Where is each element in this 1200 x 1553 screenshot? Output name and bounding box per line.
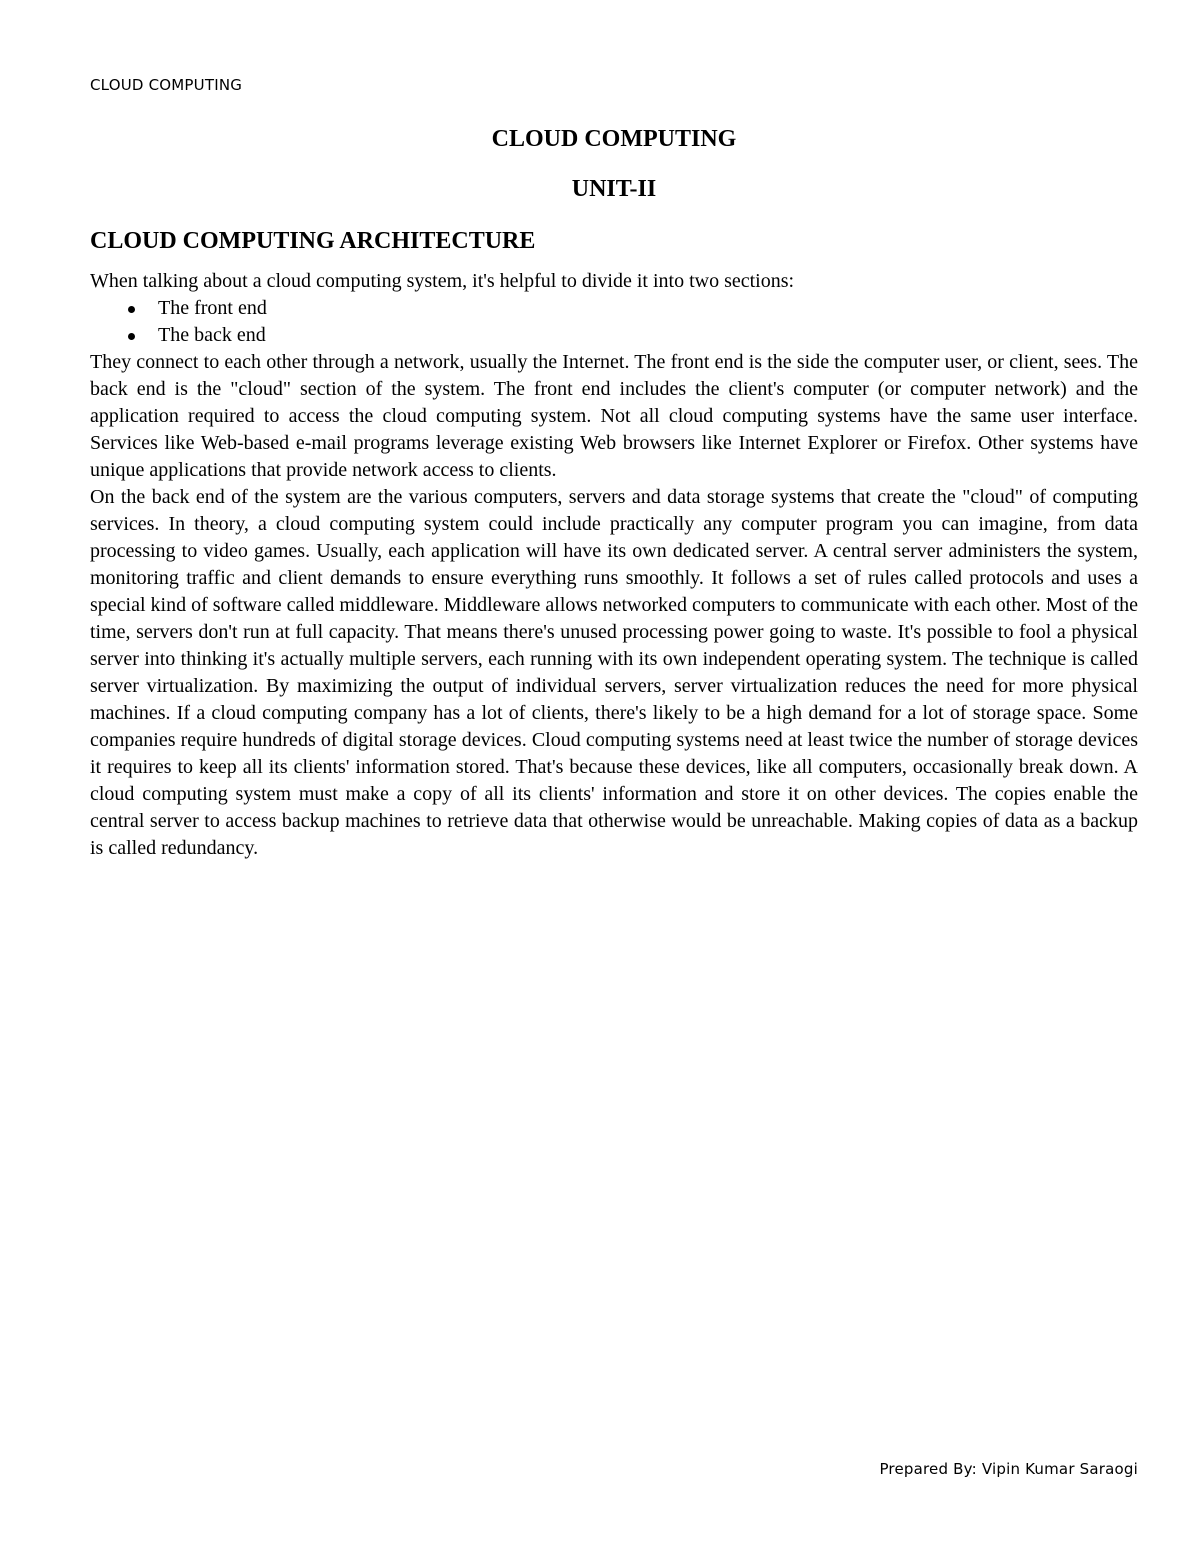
paragraph-back-end: On the back end of the system are the various computers, servers and data storage systems that create the "cloud" of computing services. In theory, a cloud computing system could include practically any computer program you can imagine, from data processing to video games. Usually, each application will have its own dedicated server. A central server administers the system, monitoring traffic and client demands to ensure everything runs smoothly. It follows a set of rules called protocols and uses a special kind of software called middleware. Middleware allows networked computers to communicate with each other. Most of the time, servers don't run at full capacity. That means there's unused processing power going to waste. It's possible to fool a physical server into thinking it's actually multiple servers, each running with its own independent operating system. The technique is called server virtualization. By maximizing the output of individual servers, server virtualization reduces the need for more physical machines. If a cloud computing company has a lot of clients, there's likely to be a high demand for a lot of storage space. Some companies require hundreds of digital storage devices. Cloud computing systems need at least twice the number of storage devices it requires to keep all its clients' information stored. That's because these devices, like all computers, occasionally break down. A cloud computing system must make a copy of all its clients' information and store it on other devices. The copies enable the central server to access backup machines to retrieve data that otherwise would be unreachable. Making copies of data as a backup is called redundancy. bbox=[90, 486, 1139, 859]
document-title: CLOUD COMPUTING bbox=[491, 126, 737, 152]
list-item bbox=[90, 295, 1138, 322]
intro-text: When talking about a cloud computing system, it's helpful to divide it into two sections: bbox=[90, 270, 795, 292]
list-item-label: The back end bbox=[158, 324, 266, 346]
bullet-icon bbox=[128, 333, 135, 340]
list-item bbox=[90, 322, 1138, 349]
list-item-label: The front end bbox=[158, 297, 267, 319]
sections-list bbox=[90, 295, 1138, 349]
unit-title: UNIT-II bbox=[571, 176, 657, 202]
footer-prepared-by: Prepared By: Vipin Kumar Saraogi bbox=[879, 1460, 1138, 1478]
bullet-icon bbox=[128, 306, 135, 313]
section-heading: CLOUD COMPUTING ARCHITECTURE bbox=[90, 228, 536, 254]
document-content bbox=[90, 120, 1138, 862]
paragraph-front-end: They connect to each other through a network, usually the Internet. The front end is the side the computer user, or client, sees. The back end is the "cloud" section of the system. The front end includes the client's computer (or computer network) and the application required to access the cloud computing system. Not all cloud computing systems have the same user interface. Services like Web-based e-mail programs leverage existing Web browsers like Internet Explorer or Firefox. Other systems have unique applications that provide network access to clients. bbox=[90, 351, 1138, 481]
running-header: CLOUD COMPUTING bbox=[90, 76, 243, 94]
